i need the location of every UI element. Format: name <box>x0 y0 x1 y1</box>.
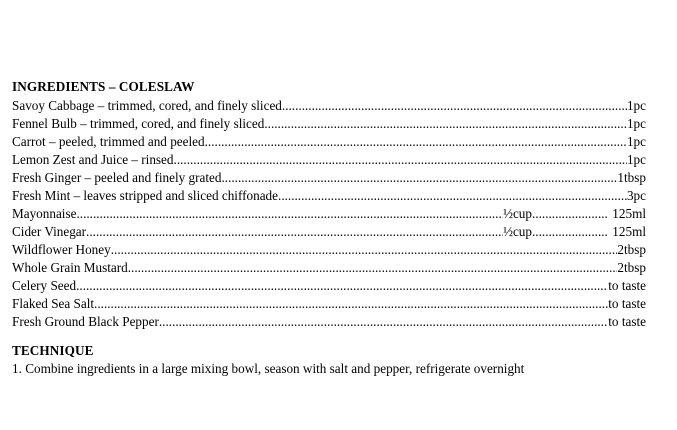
ingredient-quantity: 1tbsp <box>617 170 646 185</box>
ingredient-row <box>12 295 646 313</box>
dot-leader <box>532 223 608 241</box>
ingredient-name: Flaked Sea Salt <box>12 296 95 311</box>
ingredient-metric-quantity: 125ml <box>612 206 646 221</box>
dot-leader <box>94 295 608 313</box>
dot-leader <box>174 151 627 169</box>
ingredient-quantity: 1pc <box>626 116 646 131</box>
technique-steps <box>12 360 524 378</box>
dot-leader <box>205 133 627 151</box>
ingredient-quantity: to taste <box>608 296 646 311</box>
ingredient-quantity: to taste <box>608 314 646 329</box>
technique-heading: TECHNIQUE <box>12 343 94 358</box>
dot-leader <box>76 277 608 295</box>
ingredient-name: Wildflower Honey <box>12 242 111 257</box>
ingredient-metric-quantity: 125ml <box>612 224 646 239</box>
ingredient-quantity: 1pc <box>626 134 646 149</box>
ingredient-row <box>12 313 646 331</box>
ingredient-row <box>12 133 646 151</box>
ingredient-row <box>12 169 646 187</box>
ingredients-list <box>12 97 646 331</box>
ingredient-name: Cider Vinegar <box>12 224 87 239</box>
ingredient-quantity: 1pc <box>626 152 646 167</box>
technique-step: 1. Combine ingredients in a large mixing bowl, season with salt and pepper, refrigerate overnight <box>12 361 525 376</box>
dot-leader <box>278 187 627 205</box>
dot-leader <box>111 241 618 259</box>
metric-quantity-group <box>532 223 646 241</box>
ingredient-name: Fresh Mint – leaves stripped and sliced chiffonade <box>12 188 279 203</box>
ingredient-row <box>12 151 646 169</box>
dot-leader <box>532 205 608 223</box>
ingredients-heading: INGREDIENTS – COLESLAW <box>12 79 195 94</box>
ingredient-name: Whole Grain Mustard <box>12 260 128 275</box>
dot-leader <box>86 223 503 241</box>
ingredient-row <box>12 223 646 241</box>
ingredient-name: Fresh Ground Black Pepper <box>12 314 159 329</box>
dot-leader <box>76 205 503 223</box>
dot-leader <box>128 259 618 277</box>
ingredient-row <box>12 205 646 223</box>
ingredient-row <box>12 259 646 277</box>
dot-leader <box>159 313 608 331</box>
ingredient-name: Fennel Bulb – trimmed, cored, and finely sliced <box>12 116 265 131</box>
ingredient-name: Celery Seed <box>12 278 77 293</box>
dot-leader <box>264 115 627 133</box>
ingredient-quantity: 3pc <box>626 188 646 203</box>
ingredient-name: Savoy Cabbage – trimmed, cored, and finely sliced <box>12 98 282 113</box>
ingredient-quantity: to taste <box>608 278 646 293</box>
dot-leader <box>221 169 617 187</box>
ingredient-quantity: ½cup <box>503 224 532 239</box>
ingredient-quantity: 2tbsp <box>617 242 646 257</box>
ingredient-name: Carrot – peeled, trimmed and peeled <box>12 134 205 149</box>
ingredient-name: Fresh Ginger – peeled and finely grated <box>12 170 222 185</box>
dot-leader <box>282 97 627 115</box>
ingredient-quantity: 1pc <box>626 98 646 113</box>
ingredient-quantity: 2tbsp <box>617 260 646 275</box>
ingredient-name: Lemon Zest and Juice – rinsed <box>12 152 174 167</box>
ingredient-row <box>12 277 646 295</box>
ingredient-row <box>12 115 646 133</box>
metric-quantity-group <box>532 205 646 223</box>
ingredient-row <box>12 97 646 115</box>
ingredient-row <box>12 241 646 259</box>
ingredient-quantity: ½cup <box>503 206 532 221</box>
ingredient-name: Mayonnaise <box>12 206 77 221</box>
ingredient-row <box>12 187 646 205</box>
